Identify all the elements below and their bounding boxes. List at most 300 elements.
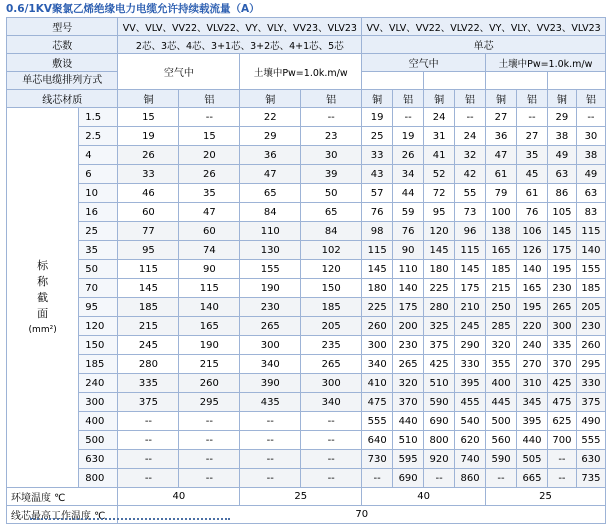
material-copper: 铜: [240, 90, 301, 108]
ampacity-value: --: [118, 412, 179, 431]
ampacity-value: 24: [455, 127, 486, 146]
ampacity-value: 74: [179, 241, 240, 260]
section-label-char: 标: [37, 258, 49, 272]
max-temp-label: 线芯最高工作温度 ℃: [7, 506, 118, 524]
table-row: [7, 203, 606, 222]
material-aluminum: 铝: [455, 90, 486, 108]
ampacity-value: 440: [517, 431, 548, 450]
laying-soil: 土壤中Pw=1.0k.m/w: [240, 54, 362, 90]
table-row: [7, 431, 606, 450]
ampacity-value: 395: [455, 374, 486, 393]
ampacity-value: 320: [486, 336, 517, 355]
ampacity-value: 445: [486, 393, 517, 412]
ampacity-value: 290: [455, 336, 486, 355]
ampacity-value: --: [362, 469, 393, 488]
cross-section-size: 2.5: [79, 127, 118, 146]
ampacity-value: 110: [393, 260, 424, 279]
ampacity-value: --: [301, 431, 362, 450]
ampacity-value: 77: [118, 222, 179, 241]
ampacity-value: 310: [517, 374, 548, 393]
cores-single: 单芯: [362, 36, 606, 54]
ampacity-value: 270: [517, 355, 548, 374]
ampacity-value: 220: [517, 317, 548, 336]
ampacity-value: 49: [576, 165, 605, 184]
table-row: [7, 374, 606, 393]
ampacity-value: 30: [576, 127, 605, 146]
ampacity-value: 86: [547, 184, 576, 203]
ampacity-value: 555: [576, 431, 605, 450]
ampacity-value: --: [240, 412, 301, 431]
ampacity-value: 26: [179, 165, 240, 184]
ampacity-value: --: [455, 108, 486, 127]
table-row: [7, 450, 606, 469]
ampacity-value: 800: [424, 431, 455, 450]
material-copper: 铜: [362, 90, 393, 108]
ambient-temp-label: 环境温度 ℃: [7, 488, 118, 506]
section-label-char: (mm²): [28, 324, 57, 335]
ampacity-value: 735: [576, 469, 605, 488]
ampacity-value: 165: [179, 317, 240, 336]
ampacity-value: 340: [240, 355, 301, 374]
laying-soil-single: 土壤中Pw=1.0k.m/w: [486, 54, 606, 72]
ampacity-value: 72: [424, 184, 455, 203]
cross-section-size: 10: [79, 184, 118, 203]
ampacity-value: 35: [179, 184, 240, 203]
ampacity-value: 345: [517, 393, 548, 412]
arrangement-flat-air: [424, 72, 486, 90]
ampacity-value: 65: [301, 203, 362, 222]
ampacity-value: 25: [362, 127, 393, 146]
ampacity-value: 700: [547, 431, 576, 450]
ampacity-value: 145: [547, 222, 576, 241]
ampacity-value: 920: [424, 450, 455, 469]
ampacity-value: 61: [486, 165, 517, 184]
ampacity-value: 335: [547, 336, 576, 355]
ampacity-value: --: [301, 412, 362, 431]
ampacity-value: 130: [240, 241, 301, 260]
ampacity-value: 61: [517, 184, 548, 203]
ampacity-value: 27: [486, 108, 517, 127]
ampacity-value: 155: [576, 260, 605, 279]
section-label-char: 称: [37, 274, 49, 288]
ampacity-value: 630: [576, 450, 605, 469]
ampacity-value: 36: [240, 146, 301, 165]
material-copper: 铜: [547, 90, 576, 108]
table-row: [7, 393, 606, 412]
ampacity-value: 46: [118, 184, 179, 203]
ampacity-value: 84: [240, 203, 301, 222]
table-row: [7, 317, 606, 336]
ampacity-value: 105: [547, 203, 576, 222]
arrangement-flat-soil: [547, 72, 605, 90]
ampacity-value: --: [179, 108, 240, 127]
ampacity-value: 560: [486, 431, 517, 450]
model-multicore: VV、VLV、VV22、VLV22、VY、VLY、VV23、VLV23: [118, 18, 362, 36]
table-row: [7, 412, 606, 431]
ampacity-value: 102: [301, 241, 362, 260]
ampacity-value: --: [179, 431, 240, 450]
ambient-temp-value: 25: [486, 488, 606, 506]
ampacity-value: 42: [455, 165, 486, 184]
ampacity-value: 860: [455, 469, 486, 488]
ampacity-value: 83: [576, 203, 605, 222]
cross-section-size: 800: [79, 469, 118, 488]
table-row: [7, 298, 606, 317]
ampacity-value: --: [301, 469, 362, 488]
cross-section-size: 35: [79, 241, 118, 260]
ampacity-value: 190: [179, 336, 240, 355]
ampacity-value: 590: [486, 450, 517, 469]
cores-label: 芯数: [7, 36, 118, 54]
ampacity-value: 490: [576, 412, 605, 431]
ampacity-value: 370: [547, 355, 576, 374]
ampacity-value: 27: [517, 127, 548, 146]
section-label-char: 截: [37, 290, 49, 304]
arrangement-label: 单芯电缆排列方式: [7, 72, 118, 90]
ampacity-value: 690: [393, 469, 424, 488]
cross-section-size: 4: [79, 146, 118, 165]
ampacity-value: 120: [424, 222, 455, 241]
ampacity-value: 265: [393, 355, 424, 374]
ampacity-value: 175: [455, 279, 486, 298]
ampacity-value: 195: [517, 298, 548, 317]
ambient-temp-row: [7, 488, 606, 506]
ampacity-value: 95: [424, 203, 455, 222]
ampacity-value: 110: [240, 222, 301, 241]
ampacity-value: 31: [424, 127, 455, 146]
ampacity-value: 145: [424, 241, 455, 260]
ampacity-value: 590: [424, 393, 455, 412]
material-copper: 铜: [424, 90, 455, 108]
material-copper: 铜: [118, 90, 179, 108]
ampacity-value: 115: [576, 222, 605, 241]
cross-section-size: 400: [79, 412, 118, 431]
ampacity-value: --: [240, 469, 301, 488]
ampacity-value: 225: [362, 298, 393, 317]
laying-label: 敷设: [7, 54, 118, 72]
ampacity-value: 180: [362, 279, 393, 298]
ampacity-value: 265: [301, 355, 362, 374]
ampacity-value: 185: [118, 298, 179, 317]
ampacity-value: 690: [424, 412, 455, 431]
ampacity-value: 100: [486, 203, 517, 222]
ampacity-value: 84: [301, 222, 362, 241]
ambient-temp-value: 40: [362, 488, 486, 506]
ampacity-value: 29: [547, 108, 576, 127]
cross-section-size: 120: [79, 317, 118, 336]
ampacity-value: 15: [179, 127, 240, 146]
ampacity-value: 230: [576, 317, 605, 336]
ampacity-value: 32: [455, 146, 486, 165]
ampacity-value: 29: [240, 127, 301, 146]
ampacity-value: 390: [240, 374, 301, 393]
ampacity-value: 300: [240, 336, 301, 355]
ampacity-value: 165: [517, 279, 548, 298]
ampacity-value: 625: [547, 412, 576, 431]
cross-section-size: 300: [79, 393, 118, 412]
ampacity-value: 500: [486, 412, 517, 431]
ampacity-value: 330: [576, 374, 605, 393]
ampacity-value: 165: [486, 241, 517, 260]
ampacity-value: 96: [455, 222, 486, 241]
ampacity-value: 41: [424, 146, 455, 165]
ampacity-value: --: [240, 431, 301, 450]
ampacity-value: 230: [547, 279, 576, 298]
material-aluminum: 铝: [517, 90, 548, 108]
ampacity-value: --: [547, 469, 576, 488]
ampacity-value: 76: [362, 203, 393, 222]
cross-section-size: 95: [79, 298, 118, 317]
ampacity-value: 140: [393, 279, 424, 298]
ampacity-value: 325: [424, 317, 455, 336]
ampacity-value: 295: [179, 393, 240, 412]
ampacity-value: 300: [301, 374, 362, 393]
table-row: [7, 355, 606, 374]
ampacity-value: 30: [301, 146, 362, 165]
ampacity-value: 19: [362, 108, 393, 127]
ampacity-value: 60: [118, 203, 179, 222]
ampacity-value: 79: [486, 184, 517, 203]
ampacity-value: 740: [455, 450, 486, 469]
ampacity-value: 140: [179, 298, 240, 317]
ampacity-value: 140: [517, 260, 548, 279]
ampacity-value: 38: [547, 127, 576, 146]
ampacity-value: 400: [486, 374, 517, 393]
ampacity-value: 63: [547, 165, 576, 184]
footnote-rule: [30, 518, 230, 528]
material-aluminum: 铝: [576, 90, 605, 108]
ampacity-value: 175: [547, 241, 576, 260]
ampacity-value: 23: [301, 127, 362, 146]
material-aluminum: 铝: [393, 90, 424, 108]
ampacity-value: 59: [393, 203, 424, 222]
ampacity-value: 115: [118, 260, 179, 279]
max-temp-value: 70: [118, 506, 606, 524]
table-title: 0.6/1KV聚氯乙烯绝缘电力电缆允许持续载流量（A）: [6, 3, 260, 15]
ambient-temp-value: 40: [118, 488, 240, 506]
ampacity-value: 47: [179, 203, 240, 222]
ampacity-value: 26: [118, 146, 179, 165]
ampacity-value: 295: [576, 355, 605, 374]
table-row: [7, 336, 606, 355]
ampacity-value: 76: [393, 222, 424, 241]
ampacity-value: --: [118, 450, 179, 469]
ampacity-value: 73: [455, 203, 486, 222]
ampacity-value: 138: [486, 222, 517, 241]
ampacity-value: 285: [486, 317, 517, 336]
ampacity-value: 320: [393, 374, 424, 393]
ampacity-table: [6, 17, 606, 524]
ampacity-value: --: [118, 469, 179, 488]
cross-section-size: 1.5: [79, 108, 118, 127]
model-label: 型号: [7, 18, 118, 36]
ampacity-value: 145: [455, 260, 486, 279]
ampacity-value: 230: [393, 336, 424, 355]
ampacity-value: 106: [517, 222, 548, 241]
ampacity-value: 335: [118, 374, 179, 393]
ampacity-value: 505: [517, 450, 548, 469]
ampacity-value: 640: [362, 431, 393, 450]
cross-section-size: 500: [79, 431, 118, 450]
ampacity-value: 475: [362, 393, 393, 412]
table-row: [7, 260, 606, 279]
ampacity-value: 145: [362, 260, 393, 279]
ampacity-value: 175: [393, 298, 424, 317]
ampacity-value: 76: [517, 203, 548, 222]
ampacity-value: 510: [393, 431, 424, 450]
ampacity-value: 39: [301, 165, 362, 184]
ampacity-value: --: [424, 469, 455, 488]
ampacity-value: 115: [362, 241, 393, 260]
ampacity-value: --: [517, 108, 548, 127]
ampacity-value: 230: [240, 298, 301, 317]
table-row: [7, 241, 606, 260]
ampacity-value: 185: [301, 298, 362, 317]
cross-section-size: 50: [79, 260, 118, 279]
cross-section-size: 185: [79, 355, 118, 374]
ampacity-value: 60: [179, 222, 240, 241]
ampacity-value: 370: [393, 393, 424, 412]
ampacity-value: --: [547, 450, 576, 469]
ampacity-value: 280: [424, 298, 455, 317]
table-row: [7, 222, 606, 241]
ampacity-value: 65: [240, 184, 301, 203]
ampacity-value: --: [179, 469, 240, 488]
ampacity-value: 43: [362, 165, 393, 184]
ampacity-value: 190: [240, 279, 301, 298]
ampacity-value: 200: [393, 317, 424, 336]
ampacity-value: 115: [455, 241, 486, 260]
cores-multicore: 2芯、3芯、4芯、3+1芯、3+2芯、4+1芯、5芯: [118, 36, 362, 54]
ampacity-value: 215: [118, 317, 179, 336]
ampacity-value: 90: [179, 260, 240, 279]
ampacity-value: 50: [301, 184, 362, 203]
ampacity-value: 375: [424, 336, 455, 355]
ampacity-value: --: [118, 431, 179, 450]
ampacity-value: 245: [118, 336, 179, 355]
ampacity-value: 45: [517, 165, 548, 184]
ampacity-value: 330: [455, 355, 486, 374]
section-label: [7, 108, 79, 488]
ampacity-value: 115: [179, 279, 240, 298]
ampacity-value: 435: [240, 393, 301, 412]
ampacity-value: 260: [362, 317, 393, 336]
ampacity-value: 210: [455, 298, 486, 317]
ampacity-value: 57: [362, 184, 393, 203]
ampacity-value: 63: [576, 184, 605, 203]
ampacity-value: 20: [179, 146, 240, 165]
ampacity-value: 300: [362, 336, 393, 355]
ampacity-value: 730: [362, 450, 393, 469]
ampacity-value: --: [301, 108, 362, 127]
ampacity-value: 22: [240, 108, 301, 127]
ampacity-value: 235: [301, 336, 362, 355]
cross-section-size: 630: [79, 450, 118, 469]
ampacity-value: --: [179, 450, 240, 469]
cross-section-size: 16: [79, 203, 118, 222]
laying-air: 空气中: [118, 54, 240, 90]
ampacity-value: 33: [362, 146, 393, 165]
ampacity-value: 95: [118, 241, 179, 260]
ampacity-value: 410: [362, 374, 393, 393]
laying-air-single: 空气中: [362, 54, 486, 72]
ampacity-value: 126: [517, 241, 548, 260]
ampacity-value: 205: [576, 298, 605, 317]
ampacity-value: 280: [118, 355, 179, 374]
ampacity-value: 340: [301, 393, 362, 412]
ampacity-value: 265: [547, 298, 576, 317]
ampacity-value: 24: [424, 108, 455, 127]
ampacity-value: 510: [424, 374, 455, 393]
table-row: [7, 165, 606, 184]
ampacity-value: 150: [301, 279, 362, 298]
material-aluminum: 铝: [301, 90, 362, 108]
ampacity-value: 440: [393, 412, 424, 431]
table-row: [7, 108, 606, 127]
table-row: [7, 127, 606, 146]
arrangement-trefoil-soil: [486, 72, 548, 90]
cross-section-size: 25: [79, 222, 118, 241]
ampacity-value: 260: [576, 336, 605, 355]
ampacity-value: 240: [517, 336, 548, 355]
ampacity-value: 595: [393, 450, 424, 469]
ampacity-value: 425: [424, 355, 455, 374]
ampacity-value: 26: [393, 146, 424, 165]
ampacity-value: 185: [486, 260, 517, 279]
table-row: [7, 469, 606, 488]
ampacity-value: 19: [118, 127, 179, 146]
ampacity-value: --: [301, 450, 362, 469]
ampacity-value: 36: [486, 127, 517, 146]
table-row: [7, 184, 606, 203]
material-copper: 铜: [486, 90, 517, 108]
ampacity-value: 620: [455, 431, 486, 450]
ampacity-value: 47: [486, 146, 517, 165]
table-row: [7, 279, 606, 298]
ampacity-value: 475: [547, 393, 576, 412]
ampacity-value: 140: [576, 241, 605, 260]
ampacity-value: 245: [455, 317, 486, 336]
ampacity-value: 35: [517, 146, 548, 165]
material-aluminum: 铝: [179, 90, 240, 108]
ampacity-value: 665: [517, 469, 548, 488]
ampacity-value: 52: [424, 165, 455, 184]
ampacity-value: 15: [118, 108, 179, 127]
ampacity-value: 205: [301, 317, 362, 336]
ampacity-value: 215: [486, 279, 517, 298]
ampacity-value: 300: [547, 317, 576, 336]
ampacity-value: 340: [362, 355, 393, 374]
cross-section-size: 6: [79, 165, 118, 184]
ampacity-value: 19: [393, 127, 424, 146]
ampacity-value: --: [576, 108, 605, 127]
ampacity-value: --: [179, 412, 240, 431]
ampacity-value: 38: [576, 146, 605, 165]
ampacity-value: --: [240, 450, 301, 469]
arrangement-trefoil-air: [362, 72, 424, 90]
ampacity-value: 55: [455, 184, 486, 203]
ampacity-value: 120: [301, 260, 362, 279]
ampacity-value: 375: [576, 393, 605, 412]
ampacity-value: 180: [424, 260, 455, 279]
cross-section-size: 240: [79, 374, 118, 393]
ampacity-value: 355: [486, 355, 517, 374]
ampacity-value: --: [393, 108, 424, 127]
ampacity-value: 540: [455, 412, 486, 431]
ampacity-value: 395: [517, 412, 548, 431]
ampacity-value: 90: [393, 241, 424, 260]
ampacity-value: 47: [240, 165, 301, 184]
